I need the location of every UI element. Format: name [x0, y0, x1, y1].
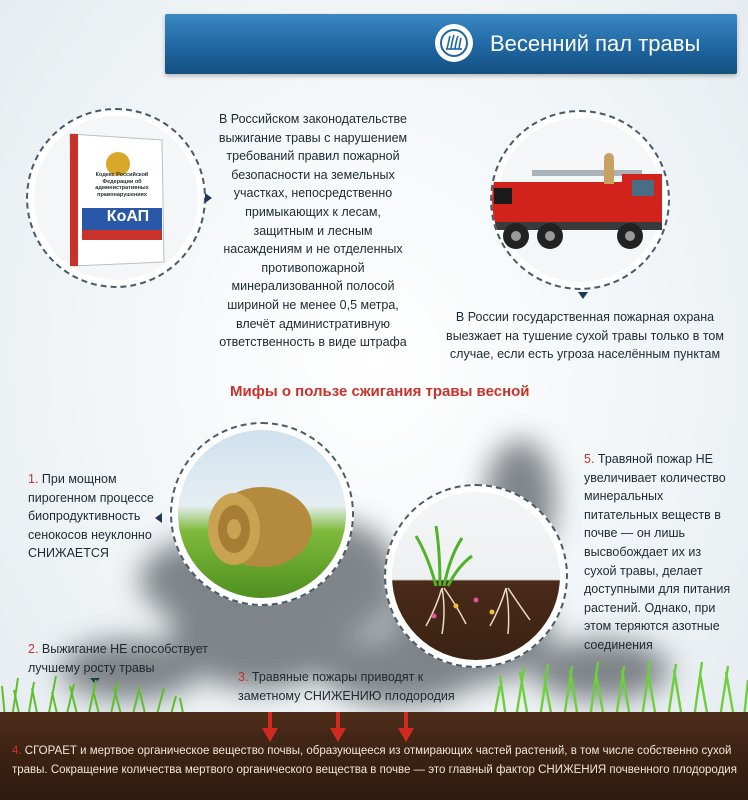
bottom-number: 4.: [12, 745, 22, 757]
hay-bale-circle: [170, 422, 354, 606]
myth-3: [238, 668, 468, 705]
myth-number: 3.: [238, 670, 249, 684]
arrow-down-icon: [398, 712, 414, 742]
pointer-icon: [205, 193, 212, 203]
fire-service-text: В России государственная пожарная охрана выезжает на тушение сухой травы только в том случае, если есть угроза населённым пунктам: [446, 310, 724, 362]
myth-text: Выжигание НЕ способствует лучшему росту травы: [28, 642, 209, 675]
myth-number: 5.: [584, 452, 595, 466]
myth-text: При мощном пирогенном процессе биопродуктивность сенокосов неуклонно СНИЖАЕТСЯ: [28, 472, 154, 561]
book-subtitle: Кодекс Российской Федерации об административных правонарушениях: [95, 172, 149, 198]
arrow-down-icon: [330, 712, 346, 742]
book-title: КоАП: [106, 208, 150, 225]
pointer-icon: [578, 292, 588, 299]
myth-text: Травяной пожар НЕ увеличивает количество минеральных питательных веществ в почве — он лишь высвобождает их из сухой травы, делает доступными для питания растений. Однако, при этом теряются азотные соединения: [584, 452, 731, 652]
grass-roots-icon: [406, 516, 546, 646]
myth-1: [28, 470, 158, 563]
law-book-icon: [62, 130, 172, 268]
soil-circle: [384, 484, 568, 668]
grass-logo-icon: [435, 24, 473, 62]
bottom-text: [12, 742, 738, 780]
myth-number: 1.: [28, 472, 39, 486]
myth-5: [584, 450, 734, 655]
law-text: В Российском законодательстве выжигание травы с нарушением требований правил пожарной безопасности на земельных участках, непосредственно примыкающих к лесам, защитным и лесным насаждениям и не отделенных противопожарной минерализованной полосой шириной не менее 0,5 метра, влечёт административную ответственность в виде штрафа: [218, 112, 408, 350]
grass-left-icon: [0, 668, 220, 718]
hay-bale-icon: [202, 482, 322, 572]
fire-truck-icon: [492, 152, 668, 262]
law-book-circle: [26, 108, 206, 288]
section-title: Мифы о пользе сжигания травы весной: [230, 383, 530, 400]
page-title: Весенний пал травы: [490, 31, 701, 56]
myth-text: Травяные пожары приводят к заметному СНИЖЕНИЮ плодородия: [238, 670, 455, 703]
bottom-paragraph: СГОРАЕТ и мертвое органическое вещество почвы, образующееся из отмирающих частей растений, в том числе собственно сухой травы. Сокращение количества мертвого органического вещества в почве — это главный фактор СНИЖЕНИЯ почвенного плодородия: [12, 745, 737, 776]
arrow-down-icon: [262, 712, 278, 742]
grass-right-icon: [488, 656, 748, 718]
fire-truck-circle: [490, 110, 670, 290]
myth-number: 2.: [28, 642, 39, 656]
